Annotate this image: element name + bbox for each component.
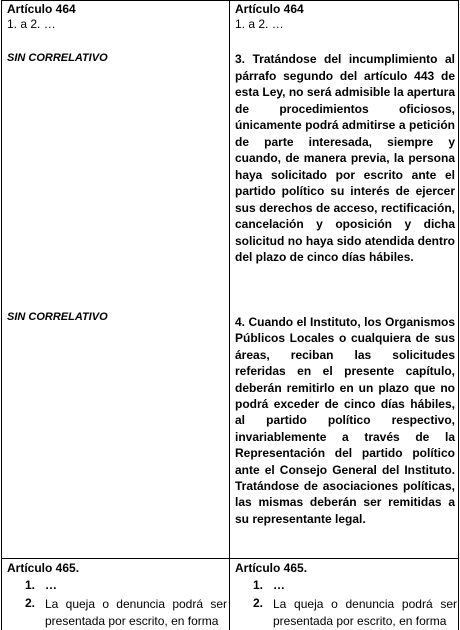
right-item-1-number: 1. [253, 578, 264, 592]
right-item-1-text: … [273, 578, 285, 592]
table-border-right [458, 0, 459, 630]
left-item-2-number: 2. [25, 596, 36, 610]
left-sin-correlativo-1: SIN CORRELATIVO [7, 52, 108, 64]
right-article-465-heading: Artículo 465. [235, 561, 308, 575]
table-border-top [1, 0, 459, 1]
right-item-2-text: La queja o denuncia podrá ser presentada por escrito, en forma [273, 597, 457, 628]
comparison-table [1, 0, 459, 630]
left-sin-correlativo-2: SIN CORRELATIVO [7, 311, 108, 323]
right-article-heading: Artículo 464 [235, 2, 304, 16]
right-article-intro: 1. a 2. … [235, 17, 284, 31]
row-divider [1, 558, 459, 559]
right-paragraph-4: 4. Cuando el Instituto, los Organismos Públicos Locales o cualquiera de sus áreas, reciban las solicitudes referidas en el presente capítulo, deberán remitirlo en un plazo que no podrá exceder de cinco días hábiles, al partido político respectivo, invariablemente a través de la Representación del partido político ante el Consejo General del Instituto. Tratándose de asociaciones políticas, las mismas deberán ser remitidas a su representante legal. [235, 315, 455, 526]
table-border-left [1, 0, 2, 630]
right-item-2-number: 2. [253, 596, 264, 610]
left-article-heading: Artículo 464 [7, 2, 76, 16]
right-paragraph-3: 3. Tratándose del incumplimiento al párrafo segundo del artículo 443 de esta Ley, no será admisible la apertura de procedimientos oficiosos, únicamente podrá admitirse a petición de parte interesada, siempre y cuando, de manera previa, la persona haya solicitado por escrito ante el partido político su interés de ejercer sus derechos de acceso, rectificación, cancelación y oposición y dicha solicitud no haya sido atendida dentro del plazo de cinco días hábiles. [235, 52, 455, 264]
left-article-465-heading: Artículo 465. [7, 561, 80, 575]
table-border-middle [229, 0, 230, 630]
left-item-1-text: … [45, 578, 57, 592]
left-article-intro: 1. a 2. … [7, 17, 56, 31]
left-item-2-text: La queja o denuncia podrá ser presentada por escrito, en forma [45, 597, 227, 628]
left-item-1-number: 1. [25, 578, 36, 592]
